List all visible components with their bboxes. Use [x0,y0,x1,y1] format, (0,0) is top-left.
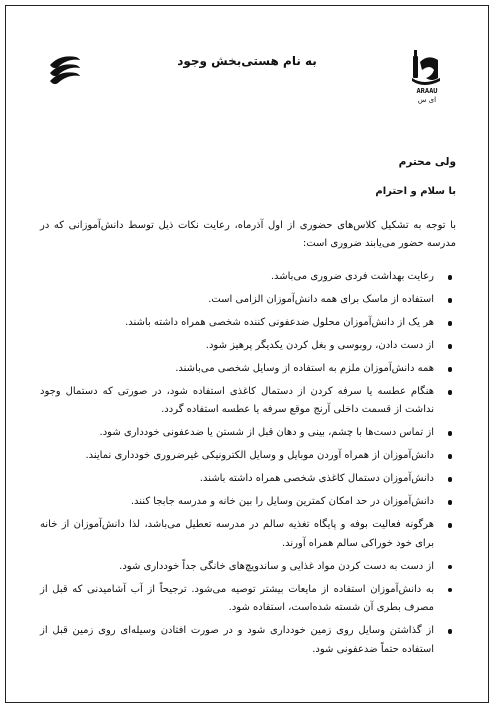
list-item [40,314,456,332]
title: به نام هستی‌بخش وجود [177,54,317,68]
rule-text: استفاده از ماسک برای همه دانش‌آموزان الزامی است. [208,294,434,305]
intro-paragraph: با توجه به تشکیل کلاس‌های حضوری از اول آذرماه، رعایت نکات ذیل توسط دانش‌آموزانی که در مدرسه حضور می‌یابند ضروری است: [40,220,456,249]
rule-text: از دست به دست کردن مواد غذایی و ساندویچ‌های خانگی جداً خودداری شود. [119,560,434,572]
bullet-icon [448,629,453,634]
logo-caption-persian: ای س [417,96,437,104]
rule-text: هرگونه فعالیت بوفه و پایگاه تغذیه سالم در مدرسه تعطیل می‌باشد، لذا دانش‌آموزان از خانه برای خود خوراکی سالم همراه آورند. [40,519,434,549]
bullet-icon [448,523,453,528]
list-item [40,558,456,576]
bullet-icon [448,477,453,482]
bullet-icon [448,367,453,372]
bullet-icon [448,565,453,570]
rule-text: هر یک از دانش‌آموزان محلول ضدعفونی کننده شخصی همراه داشته باشند. [125,317,434,328]
list-item [40,268,456,286]
bullet-icon [448,431,453,436]
greeting: با سلام و احترام [375,186,456,197]
bullet-icon [448,275,453,280]
list-item [40,337,456,355]
list-item [40,622,456,659]
list-item [40,360,456,378]
list-item [40,424,456,442]
rule-text: دانش‌آموزان دستمال کاغذی شخصی همراه داشته باشند. [199,473,434,485]
list-item [40,493,456,511]
bullet-icon [448,588,453,593]
list-item [40,291,456,309]
rule-text: از تماس دست‌ها با چشم، بینی و دهان قبل از شستن یا ضدعفونی خودداری شود. [99,427,434,439]
rule-text: از دست دادن، روبوسی و بغل کردن یکدیگر پرهیز شود. [205,340,434,351]
list-item [40,581,456,618]
rule-text: به دانش‌آموزان استفاده از مایعات بیشتر توصیه می‌شود. ترجیحاً از آب آشامیدنی که قبل از مصرف بطری آن شسته شده‌است، استفاده شود. [40,583,434,614]
list-item [40,447,456,465]
document-page [5,5,489,703]
rule-text: همه دانش‌آموزان ملزم به استفاده از وسایل شخصی می‌باشند. [175,363,434,374]
rule-text: دانش‌آموزان در حد امکان کمترین وسایل را بین خانه و مدرسه جابجا کنند. [130,496,434,508]
rule-text: از گذاشتن وسایل روی زمین خودداری شود و در صورت افتادن وسیله‌ای روی زمین قبل از استفاده حتماً ضدعفونی شود. [40,625,434,655]
bullet-icon [448,344,453,349]
bullet-icon [448,454,453,459]
bullet-icon [448,500,453,505]
school-logo-icon [404,48,450,104]
rule-text: هنگام عطسه یا سرفه کردن از دستمال کاغذی استفاده شود، در صورتی که دستمال وجود نداشت از قسمت داخلی آرنج موقع سرفه یا عطسه استفاده گردد. [40,386,434,416]
list-item [40,470,456,488]
logo-caption-latin: ARAAU [416,87,438,95]
bullet-icon [448,321,453,326]
rule-text: رعایت بهداشت فردی ضروری می‌باشد. [270,271,434,282]
bullet-icon [448,390,453,395]
salutation: ولی محترم [398,156,456,168]
list-item [40,383,456,420]
bullet-icon [448,298,453,303]
rules-list [40,268,456,664]
list-item [40,516,456,553]
rule-text: دانش‌آموزان از همراه آوردن موبایل و وسایل الکترونیکی غیرضروری خودداری نمایند. [85,450,434,462]
